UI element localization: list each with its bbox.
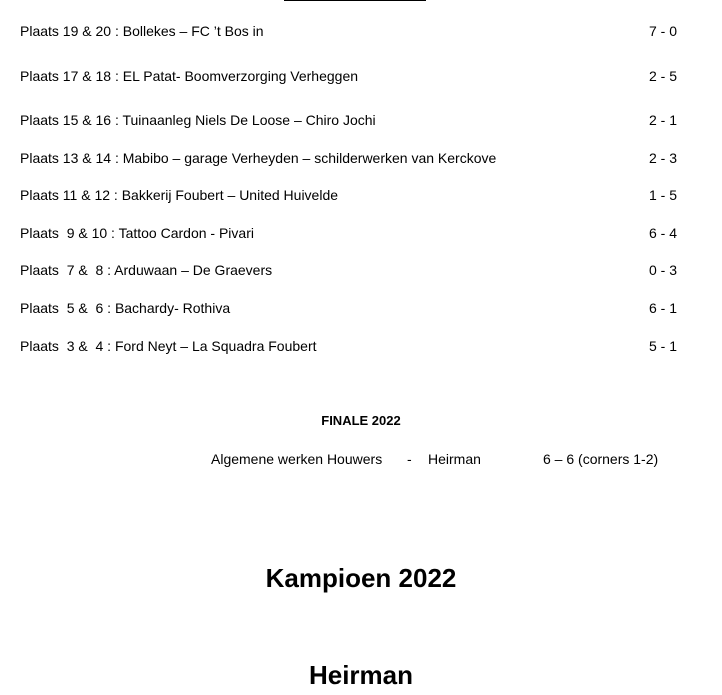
champion-title: Kampioen 2022 [265, 563, 457, 593]
match-label: Plaats 13 & 14 : Mabibo – garage Verheyden – schilderwerken van Kerckove [20, 150, 497, 166]
match-row [20, 21, 677, 41]
finale-team-1: Algemene werken Houwers [211, 451, 383, 467]
match-row [20, 66, 677, 86]
match-label: Plaats 19 & 20 : Bollekes – FC ’t Bos in [20, 23, 264, 39]
match-label: Plaats 17 & 18 : EL Patat- Boomverzorging Verheggen [20, 68, 359, 84]
match-label: Plaats 3 & 4 : Ford Neyt – La Squadra Foubert [20, 338, 317, 354]
heading-underline [284, 0, 426, 1]
match-score: 2 - 5 [648, 68, 677, 84]
finale-separator: - [407, 451, 412, 467]
match-row [20, 185, 677, 205]
match-label: Plaats 5 & 6 : Bachardy- Rothiva [20, 300, 231, 316]
match-score: 6 - 4 [648, 225, 677, 241]
match-score: 2 - 3 [648, 150, 677, 166]
match-score: 2 - 1 [648, 112, 677, 128]
match-row [20, 110, 677, 130]
finale-title: FINALE 2022 [321, 413, 401, 428]
match-row [20, 223, 677, 243]
match-row [20, 336, 677, 356]
match-score: 5 - 1 [648, 338, 677, 354]
match-label: Plaats 7 & 8 : Arduwaan – De Graevers [20, 262, 273, 278]
match-row [20, 260, 677, 280]
match-score: 7 - 0 [648, 23, 677, 39]
finale-team-2: Heirman [428, 451, 481, 467]
match-score: 1 - 5 [648, 187, 677, 203]
match-label: Plaats 11 & 12 : Bakkerij Foubert – United Huivelde [20, 187, 339, 203]
match-score: 6 - 1 [648, 300, 677, 316]
match-label: Plaats 9 & 10 : Tattoo Cardon - Pivari [20, 225, 254, 241]
match-row [20, 148, 677, 168]
match-row [20, 298, 677, 318]
champion-name: Heirman [308, 660, 414, 690]
match-label: Plaats 15 & 16 : Tuinaanleg Niels De Loose – Chiro Jochi [20, 112, 376, 128]
finale-result: 6 – 6 (corners 1-2) [543, 451, 659, 467]
match-score: 0 - 3 [648, 262, 677, 278]
